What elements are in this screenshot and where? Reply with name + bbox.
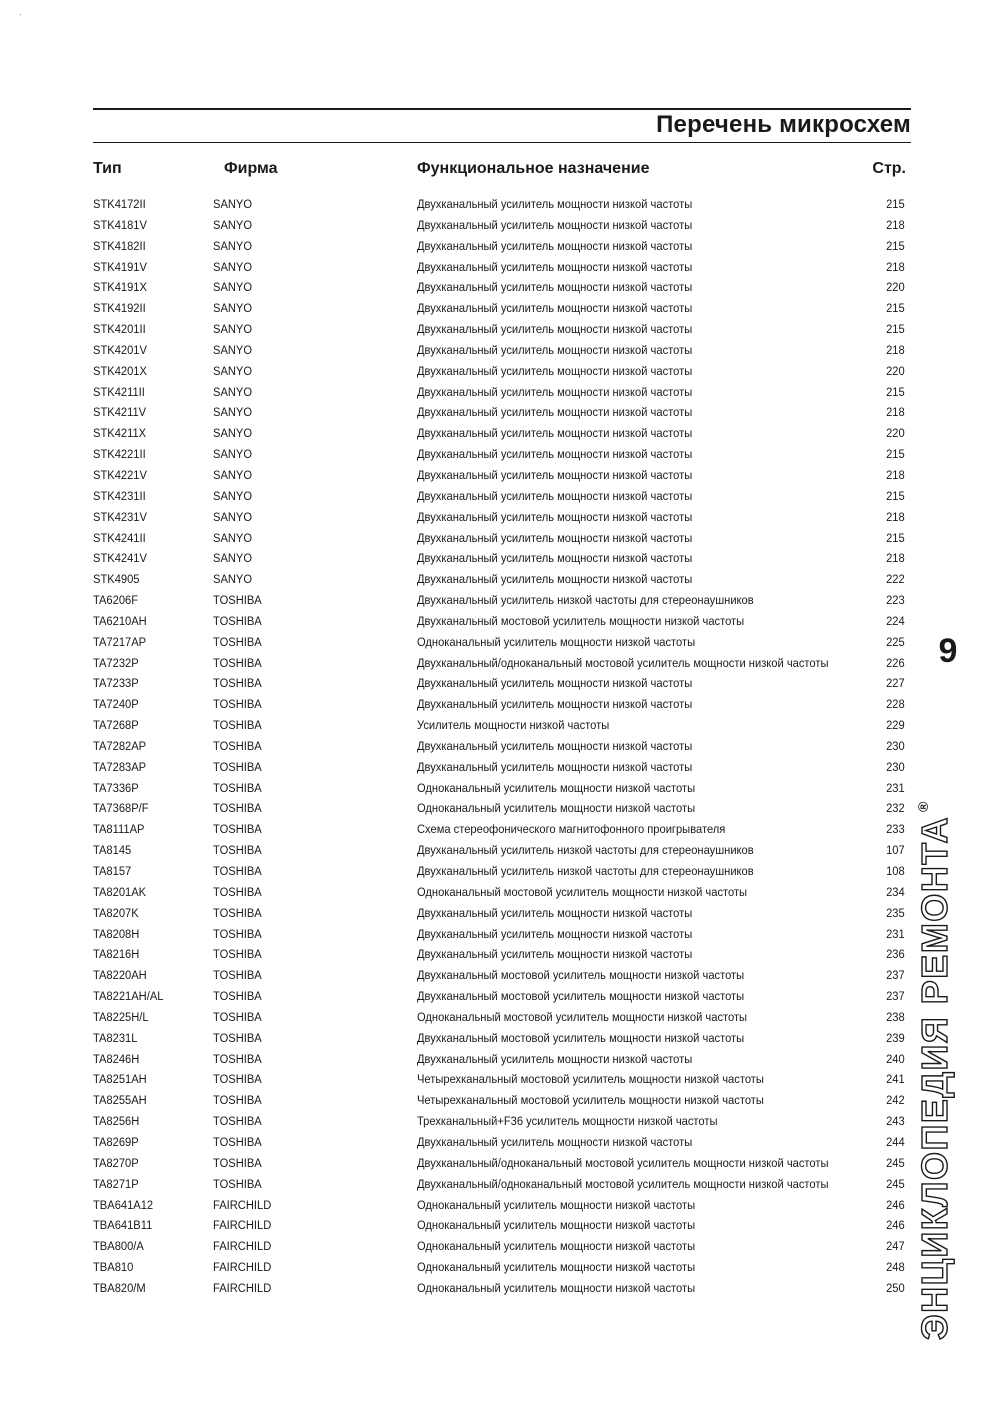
page-title: Перечень микросхем [656,111,911,138]
cell-page: 218 [886,259,905,274]
cell-firm: SANYO [213,467,253,482]
cell-function: Двухканальный усилитель мощности низкой частоты [417,905,693,920]
table-row [93,319,905,340]
cell-type: TA8231L [93,1030,138,1045]
cell-page: 246 [886,1218,905,1233]
cell-page: 247 [886,1239,905,1254]
cell-function: Одноканальный усилитель мощности низкой частоты [417,1260,696,1275]
cell-page: 228 [886,697,905,712]
cell-firm: SANYO [213,426,253,441]
cell-page: 220 [886,363,905,378]
cell-page: 239 [886,1030,905,1045]
cell-firm: FAIRCHILD [213,1280,272,1295]
cell-firm: TOSHIBA [213,718,262,733]
table-row [93,653,905,674]
cell-function: Одноканальный усилитель мощности низкой частоты [417,1280,696,1295]
cell-firm: TOSHIBA [213,634,262,649]
table-row [93,778,905,799]
table-row [93,1278,905,1299]
cell-page: 241 [886,1072,905,1087]
cell-firm: TOSHIBA [213,780,262,795]
cell-type: STK4172II [93,197,146,211]
cell-page: 215 [886,488,905,503]
cell-function: Двухканальный усилитель мощности низкой частоты [417,301,693,316]
cell-page: 223 [886,593,905,608]
cell-firm: TOSHIBA [213,1134,262,1149]
cell-firm: SANYO [213,572,253,587]
cell-type: TA8255AH [93,1093,147,1108]
table-row [93,236,905,257]
cell-firm: SANYO [213,197,253,211]
cell-firm: SANYO [213,280,253,295]
cell-type: TA7336P [93,780,139,795]
cell-function: Одноканальный усилитель мощности низкой частоты [417,801,696,816]
cell-firm: TOSHIBA [213,801,262,816]
cell-type: STK4201X [93,363,147,378]
cell-firm: SANYO [213,322,253,337]
cell-firm: TOSHIBA [213,905,262,920]
cell-function: Одноканальный усилитель мощности низкой частоты [417,634,696,649]
cell-page: 218 [886,217,905,232]
cell-firm: TOSHIBA [213,1176,262,1191]
cell-page: 240 [886,1051,905,1066]
cell-firm: TOSHIBA [213,989,262,1004]
cell-page: 237 [886,968,905,983]
cell-page: 233 [886,822,905,837]
cell-page: 245 [886,1155,905,1170]
cell-page: 232 [886,801,905,816]
cell-page: 220 [886,426,905,441]
table-row [93,1069,905,1090]
cell-firm: FAIRCHILD [213,1197,272,1212]
table-row [93,486,905,507]
header-top-rule [93,108,911,110]
cell-function: Двухканальный/одноканальный мостовой усилитель мощности низкой частоты [417,1155,829,1170]
table-row [93,965,905,986]
table-row [93,1195,905,1216]
cell-firm: SANYO [213,342,253,357]
table-row [93,528,905,549]
cell-function: Двухканальный усилитель мощности низкой частоты [417,280,693,295]
cell-page: 107 [886,843,905,858]
cell-type: TA8216H [93,947,140,962]
cell-page: 215 [886,530,905,545]
column-header-page: Стр. [872,160,906,177]
table-row [93,1132,905,1153]
table-row [93,423,905,444]
table-row [93,298,905,319]
cell-page: 237 [886,989,905,1004]
cell-firm: TOSHIBA [213,968,262,983]
cell-type: STK4231V [93,509,147,524]
cell-function: Двухканальный мостовой усилитель мощности низкой частоты [417,1030,745,1045]
cell-firm: SANYO [213,447,253,462]
cell-function: Двухканальный усилитель мощности низкой частоты [417,384,693,399]
cell-page: 229 [886,718,905,733]
side-title-text: ЭНЦИКЛОПЕДИЯ РЕМОНТА [914,815,955,1340]
registered-mark: ® [915,800,931,812]
cell-firm: TOSHIBA [213,864,262,878]
cell-type: TBA641B11 [93,1218,153,1233]
cell-type: TA8225H/L [93,1009,149,1024]
cell-function: Двухканальный усилитель низкой частоты для стереонаушников [417,843,754,858]
cell-page: 218 [886,342,905,357]
cell-type: STK4211X [93,426,147,441]
cell-type: TA7240P [93,697,139,712]
table-row [93,194,905,215]
cell-page: 225 [886,634,905,649]
cell-type: STK4201V [93,342,147,357]
cell-type: TA8271P [93,1176,139,1191]
cell-type: TA8111AP [93,822,145,837]
cell-type: TA8251AH [93,1072,147,1087]
cell-type: TA8270P [93,1155,139,1170]
cell-firm: TOSHIBA [213,1093,262,1108]
cell-page: 215 [886,447,905,462]
table-row [93,986,905,1007]
cell-firm: SANYO [213,301,253,316]
cell-page: 108 [886,864,905,878]
cell-function: Двухканальный мостовой усилитель мощности низкой частоты [417,613,745,628]
cell-page: 230 [886,738,905,753]
cell-firm: TOSHIBA [213,1051,262,1066]
cell-page: 244 [886,1134,905,1149]
cell-type: STK4241II [93,530,146,545]
cell-firm: TOSHIBA [213,884,262,899]
table-row [93,402,905,423]
table-row [93,548,905,569]
cell-firm: FAIRCHILD [213,1260,272,1275]
cell-type: TA7283AP [93,759,147,774]
cell-page: 218 [886,467,905,482]
cell-page: 231 [886,780,905,795]
cell-function: Двухканальный усилитель низкой частоты для стереонаушников [417,593,754,608]
cell-function: Двухканальный усилитель низкой частоты для стереонаушников [417,864,754,878]
cell-type: STK4191X [93,280,147,295]
table-row [93,1215,905,1236]
cell-function: Двухканальный усилитель мощности низкой частоты [417,551,693,566]
cell-function: Одноканальный усилитель мощности низкой частоты [417,1239,696,1254]
cell-type: STK4201II [93,322,146,337]
table-row [93,694,905,715]
cell-page: 242 [886,1093,905,1108]
cell-type: STK4221II [93,447,146,462]
cell-firm: TOSHIBA [213,926,262,941]
cell-function: Двухканальный усилитель мощности низкой частоты [417,405,693,420]
cell-function: Двухканальный усилитель мощности низкой частоты [417,238,693,253]
cell-page: 215 [886,238,905,253]
cell-type: TA7282AP [93,738,147,753]
cell-type: TA8145 [93,843,132,858]
cell-function: Одноканальный усилитель мощности низкой частоты [417,780,696,795]
cell-type: TA8208H [93,926,140,941]
cell-type: STK4241V [93,551,147,566]
cell-page: 245 [886,1176,905,1191]
table-row [93,673,905,694]
table-row [93,465,905,486]
cell-firm: SANYO [213,488,253,503]
cell-function: Одноканальный усилитель мощности низкой частоты [417,1197,696,1212]
cell-function: Двухканальный усилитель мощности низкой частоты [417,1134,693,1149]
cell-function: Двухканальный усилитель мощности низкой частоты [417,572,693,587]
table-row [93,444,905,465]
table-row [93,819,905,840]
cell-firm: SANYO [213,405,253,420]
cell-function: Одноканальный мостовой усилитель мощности низкой частоты [417,884,748,899]
table-row [93,757,905,778]
cell-function: Двухканальный усилитель мощности низкой частоты [417,1051,693,1066]
cell-type: STK4231II [93,488,146,503]
table-row [93,924,905,945]
cell-function: Двухканальный усилитель мощности низкой частоты [417,467,693,482]
cell-page: 243 [886,1114,905,1129]
cell-type: TA7232P [93,655,139,670]
table-row [93,1007,905,1028]
cell-page: 218 [886,509,905,524]
cell-page: 226 [886,655,905,670]
cell-function: Двухканальный усилитель мощности низкой частоты [417,697,693,712]
cell-page: 238 [886,1009,905,1024]
cell-firm: SANYO [213,384,253,399]
cell-type: STK4182II [93,238,146,253]
table-row [93,944,905,965]
table-row [93,1174,905,1195]
cell-type: STK4905 [93,572,140,587]
cell-firm: TOSHIBA [213,1155,262,1170]
table-row [93,1236,905,1257]
cell-function: Трехканальный+F36 усилитель мощности низкой частоты [417,1114,718,1129]
cell-function: Двухканальный усилитель мощности низкой частоты [417,926,693,941]
cell-type: TA7233P [93,676,139,691]
table-row [93,1028,905,1049]
table-row [93,590,905,611]
cell-page: 215 [886,322,905,337]
column-header-function: Функциональное назначение [417,160,650,177]
cell-function: Двухканальный усилитель мощности низкой частоты [417,676,693,691]
cell-type: TA8207K [93,905,139,920]
cell-firm: SANYO [213,363,253,378]
cell-type: TBA820/M [93,1280,146,1295]
cell-type: TA7217AP [93,634,147,649]
cell-page: 246 [886,1197,905,1212]
table-row [93,611,905,632]
cell-function: Двухканальный/одноканальный мостовой усилитель мощности низкой частоты [417,655,829,670]
table-row [93,632,905,653]
cell-firm: TOSHIBA [213,613,262,628]
cell-type: TA8220AH [93,968,147,983]
cell-function: Двухканальный усилитель мощности низкой частоты [417,217,693,232]
cell-function: Двухканальный усилитель мощности низкой частоты [417,197,693,211]
cell-type: TA7368P/F [93,801,149,816]
table-row [93,507,905,528]
cell-firm: FAIRCHILD [213,1218,272,1233]
cell-type: STK4181V [93,217,147,232]
table-row [93,569,905,590]
cell-function: Двухканальный усилитель мощности низкой частоты [417,530,693,545]
cell-type: STK4192II [93,301,146,316]
table-row [93,257,905,278]
cell-function: Схема стереофонического магнитофонного проигрывателя [417,822,726,837]
table-row [93,361,905,382]
cell-type: TA8246H [93,1051,140,1066]
cell-type: TA8157 [93,864,132,878]
cell-function: Одноканальный мостовой усилитель мощности низкой частоты [417,1009,748,1024]
cell-page: 218 [886,551,905,566]
chapter-number: 9 [938,632,958,670]
cell-page: 234 [886,884,905,899]
header-bottom-rule [93,142,911,143]
cell-page: 250 [886,1280,905,1295]
cell-firm: SANYO [213,551,253,566]
table-row [93,882,905,903]
cell-firm: TOSHIBA [213,738,262,753]
table-row [93,903,905,924]
table-row [93,277,905,298]
cell-function: Двухканальный усилитель мощности низкой частоты [417,342,693,357]
cell-firm: TOSHIBA [213,676,262,691]
cell-function: Двухканальный усилитель мощности низкой частоты [417,509,693,524]
cell-function: Двухканальный мостовой усилитель мощности низкой частоты [417,968,745,983]
cell-function: Двухканальный усилитель мощности низкой частоты [417,947,693,962]
cell-page: 218 [886,405,905,420]
cell-firm: TOSHIBA [213,1114,262,1129]
cell-type: TA8221AH/AL [93,989,164,1004]
table-row [93,1153,905,1174]
cell-type: TBA800/A [93,1239,144,1254]
cell-function: Двухканальный мостовой усилитель мощности низкой частоты [417,989,745,1004]
cell-firm: TOSHIBA [213,759,262,774]
table-row [93,861,905,882]
cell-firm: TOSHIBA [213,1030,262,1045]
cell-function: Одноканальный усилитель мощности низкой частоты [417,1218,696,1233]
cell-function: Усилитель мощности низкой частоты [417,718,610,733]
cell-firm: FAIRCHILD [213,1239,272,1254]
cell-page: 227 [886,676,905,691]
cell-function: Четырехканальный мостовой усилитель мощности низкой частоты [417,1093,764,1108]
cell-function: Двухканальный усилитель мощности низкой частоты [417,759,693,774]
table-row [93,1090,905,1111]
scan-speck [20,14,21,15]
cell-type: TA8269P [93,1134,139,1149]
cell-type: TA7268P [93,718,139,733]
table-row [93,798,905,819]
cell-type: TA8256H [93,1114,140,1129]
cell-page: 231 [886,926,905,941]
cell-type: STK4221V [93,467,147,482]
cell-page: 215 [886,197,905,211]
cell-firm: TOSHIBA [213,593,262,608]
cell-function: Двухканальный усилитель мощности низкой частоты [417,363,693,378]
table-row [93,840,905,861]
cell-function: Двухканальный усилитель мощности низкой частоты [417,447,693,462]
table-row [93,715,905,736]
cell-function: Четырехканальный мостовой усилитель мощности низкой частоты [417,1072,764,1087]
cell-type: TBA810 [93,1260,134,1275]
cell-type: STK4211II [93,384,145,399]
cell-page: 220 [886,280,905,295]
cell-firm: TOSHIBA [213,655,262,670]
cell-firm: TOSHIBA [213,947,262,962]
cell-firm: SANYO [213,509,253,524]
column-header-firm: Фирма [224,160,278,177]
cell-function: Двухканальный усилитель мощности низкой частоты [417,488,693,503]
cell-firm: TOSHIBA [213,697,262,712]
table-row [93,1111,905,1132]
side-title [908,690,962,1340]
cell-function: Двухканальный усилитель мощности низкой частоты [417,322,693,337]
cell-firm: SANYO [213,530,253,545]
cell-firm: SANYO [213,259,253,274]
cell-type: TBA641A12 [93,1197,154,1212]
cell-page: 222 [886,572,905,587]
cell-function: Двухканальный усилитель мощности низкой частоты [417,738,693,753]
cell-page: 236 [886,947,905,962]
table-row [93,1257,905,1278]
cell-firm: TOSHIBA [213,843,262,858]
table-row [93,215,905,236]
cell-firm: TOSHIBA [213,1072,262,1087]
cell-page: 230 [886,759,905,774]
table-row [93,736,905,757]
cell-function: Двухканальный усилитель мощности низкой частоты [417,426,693,441]
cell-firm: TOSHIBA [213,822,262,837]
cell-page: 235 [886,905,905,920]
cell-page: 215 [886,301,905,316]
cell-function: Двухканальный/одноканальный мостовой усилитель мощности низкой частоты [417,1176,829,1191]
cell-type: TA6206F [93,593,139,608]
cell-type: TA8201AK [93,884,147,899]
cell-firm: SANYO [213,217,253,232]
cell-page: 224 [886,613,905,628]
chip-table [93,194,905,1299]
cell-type: TA6210AH [93,613,147,628]
cell-firm: SANYO [213,238,253,253]
column-header-type: Тип [93,160,122,177]
cell-function: Двухканальный усилитель мощности низкой частоты [417,259,693,274]
table-row [93,1049,905,1070]
table-row [93,382,905,403]
cell-page: 248 [886,1260,905,1275]
cell-firm: TOSHIBA [213,1009,262,1024]
cell-page: 215 [886,384,905,399]
cell-type: STK4191V [93,259,147,274]
table-row [93,340,905,361]
cell-type: STK4211V [93,405,147,420]
